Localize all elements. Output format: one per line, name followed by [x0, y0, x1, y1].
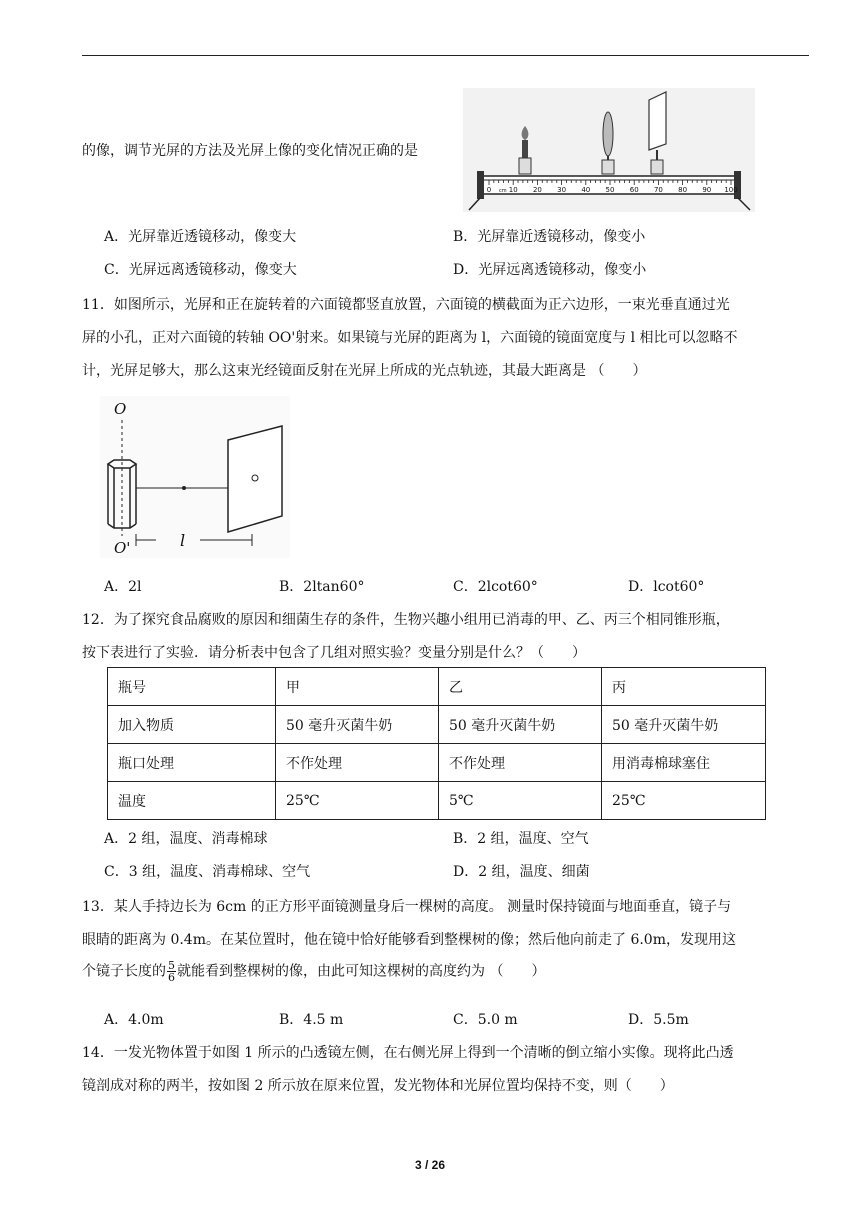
ruler-tick-label: 100 [724, 186, 738, 194]
experiment-table [107, 667, 766, 820]
q12-option-c: C．3 组，温度、消毒棉球、空气 [104, 864, 311, 880]
q13-line-3 [82, 960, 545, 983]
fraction-numerator: 5 [168, 959, 175, 972]
ruler-tick-label: 60 [629, 186, 639, 194]
table-cell: 甲 [276, 668, 439, 706]
q11-line-3: 计，光屏足够大，那么这束光经镜面反射在光屏上所成的光点轨迹，其最大距离是 （ ） [82, 363, 647, 379]
q12-line-1: 12．为了探究食品腐败的原因和细菌生存的条件，生物兴趣小组用已消毒的甲、乙、丙三个相同锥形瓶， [82, 612, 730, 628]
q11-line-1: 11．如图所示，光屏和正在旋转着的六面镜都竖直放置，六面镜的横截面为正六边形，一束光垂直通过光 [82, 297, 730, 313]
table-cell: 50 毫升灭菌牛奶 [439, 706, 602, 744]
table-cell: 瓶号 [108, 668, 276, 706]
table-cell: 25℃ [276, 782, 439, 820]
table-row [108, 706, 766, 744]
table-cell: 5℃ [439, 782, 602, 820]
q12-option-a: A．2 组，温度、消毒棉球 [104, 831, 268, 847]
table-cell: 温度 [108, 782, 276, 820]
table-cell: 50 毫升灭菌牛奶 [602, 706, 766, 744]
ruler-tick-label: 30 [557, 186, 567, 194]
q11-option-a: A．2l [104, 579, 142, 595]
table-cell: 加入物质 [108, 706, 276, 744]
q10-option-b: B．光屏靠近透镜移动，像变小 [453, 229, 646, 245]
table-row [108, 782, 766, 820]
optical-bench-figure [463, 88, 755, 212]
table-cell: 乙 [439, 668, 602, 706]
table-cell: 不作处理 [276, 744, 439, 782]
q13-line-2: 眼睛的距离为 0.4m。在某位置时，他在镜中恰好能够看到整棵树的像；然后他向前走了 6.0m，发现用这 [82, 932, 736, 948]
q11-line-2: 屏的小孔，正对六面镜的转轴 OO'射来。如果镜与光屏的距离为 l，六面镜的镜面宽度与 l 相比可以忽略不 [82, 330, 738, 346]
table-cell: 50 毫升灭菌牛奶 [276, 706, 439, 744]
table-row [108, 668, 766, 706]
ruler-tick-label: 50 [605, 186, 615, 194]
hexagonal-mirror-figure [100, 396, 290, 558]
page-number: 3 / 26 [414, 1158, 446, 1172]
q10-option-d: D．光屏远离透镜移动，像变小 [453, 262, 647, 278]
ruler-unit-label: cm [499, 188, 507, 194]
ruler-tick-label: 90 [702, 186, 712, 194]
ruler-tick-label: 70 [653, 186, 663, 194]
q12-option-d: D．2 组，温度、细菌 [453, 864, 590, 880]
table-cell: 瓶口处理 [108, 744, 276, 782]
ruler-tick-label: 10 [508, 186, 518, 194]
q13-line-3-start: 个镜子长度的 [82, 963, 166, 980]
table-cell: 丙 [602, 668, 766, 706]
table-row [108, 744, 766, 782]
q12-option-b: B．2 组，温度、空气 [453, 831, 589, 847]
q13-option-c: C．5.0 m [453, 1012, 518, 1028]
q13-option-d: D．5.5m [628, 1012, 689, 1028]
bench-end-left [477, 171, 484, 199]
q13-line-1: 13．某人手持边长为 6cm 的正方形平面镜测量身后一棵树的高度。 测量时保持镜面与地面垂直，镜子与 [82, 899, 732, 915]
q14-line-2: 镜剖成对称的两半，按如图 2 所示放在原来位置，发光物体和光屏位置均保持不变，则（ ） [82, 1078, 674, 1094]
q10-option-c: C．光屏远离透镜移动，像变大 [104, 262, 297, 278]
q11-option-b: B．2ltan60° [279, 579, 365, 595]
bench-end-right [734, 171, 741, 199]
q13-option-a: A．4.0m [104, 1012, 164, 1028]
table-cell: 不作处理 [439, 744, 602, 782]
table-cell: 25℃ [602, 782, 766, 820]
axis-label-o-prime: O' [114, 539, 131, 557]
q13-line-3-end: 就能看到整棵树的像，由此可知这棵树的高度约为 （ ） [177, 963, 546, 980]
convex-lens-icon [602, 112, 614, 174]
q10-option-a: A．光屏靠近透镜移动，像变大 [104, 229, 297, 245]
fraction-five-sixths [167, 960, 176, 983]
q11-option-d: D．lcot60° [628, 579, 705, 595]
q12-line-2: 按下表进行了实验．请分析表中包含了几组对照实验？变量分别是什么？（ ） [82, 645, 586, 661]
ruler-tick-label: 20 [532, 186, 542, 194]
q14-line-1: 14．一发光物体置于如图 1 所示的凸透镜左侧，在右侧光屏上得到一个清晰的倒立缩小实像。现将此凸透 [82, 1045, 734, 1061]
header-rule [82, 55, 809, 56]
q10-stem-tail: 的像，调节光屏的方法及光屏上像的变化情况正确的是 [82, 143, 418, 159]
axis-label-o: O [114, 400, 127, 418]
q11-option-c: C．2lcot60° [453, 579, 538, 595]
distance-label-l: l [180, 531, 186, 550]
ruler-tick-label: 80 [678, 186, 688, 194]
ruler-tick-label: 0 [486, 186, 492, 194]
fraction-denominator: 6 [168, 971, 175, 984]
q13-option-b: B．4.5 m [279, 1012, 344, 1028]
table-cell: 用消毒棉球塞住 [602, 744, 766, 782]
light-screen-icon [649, 92, 666, 174]
ruler-tick-label: 40 [581, 186, 591, 194]
